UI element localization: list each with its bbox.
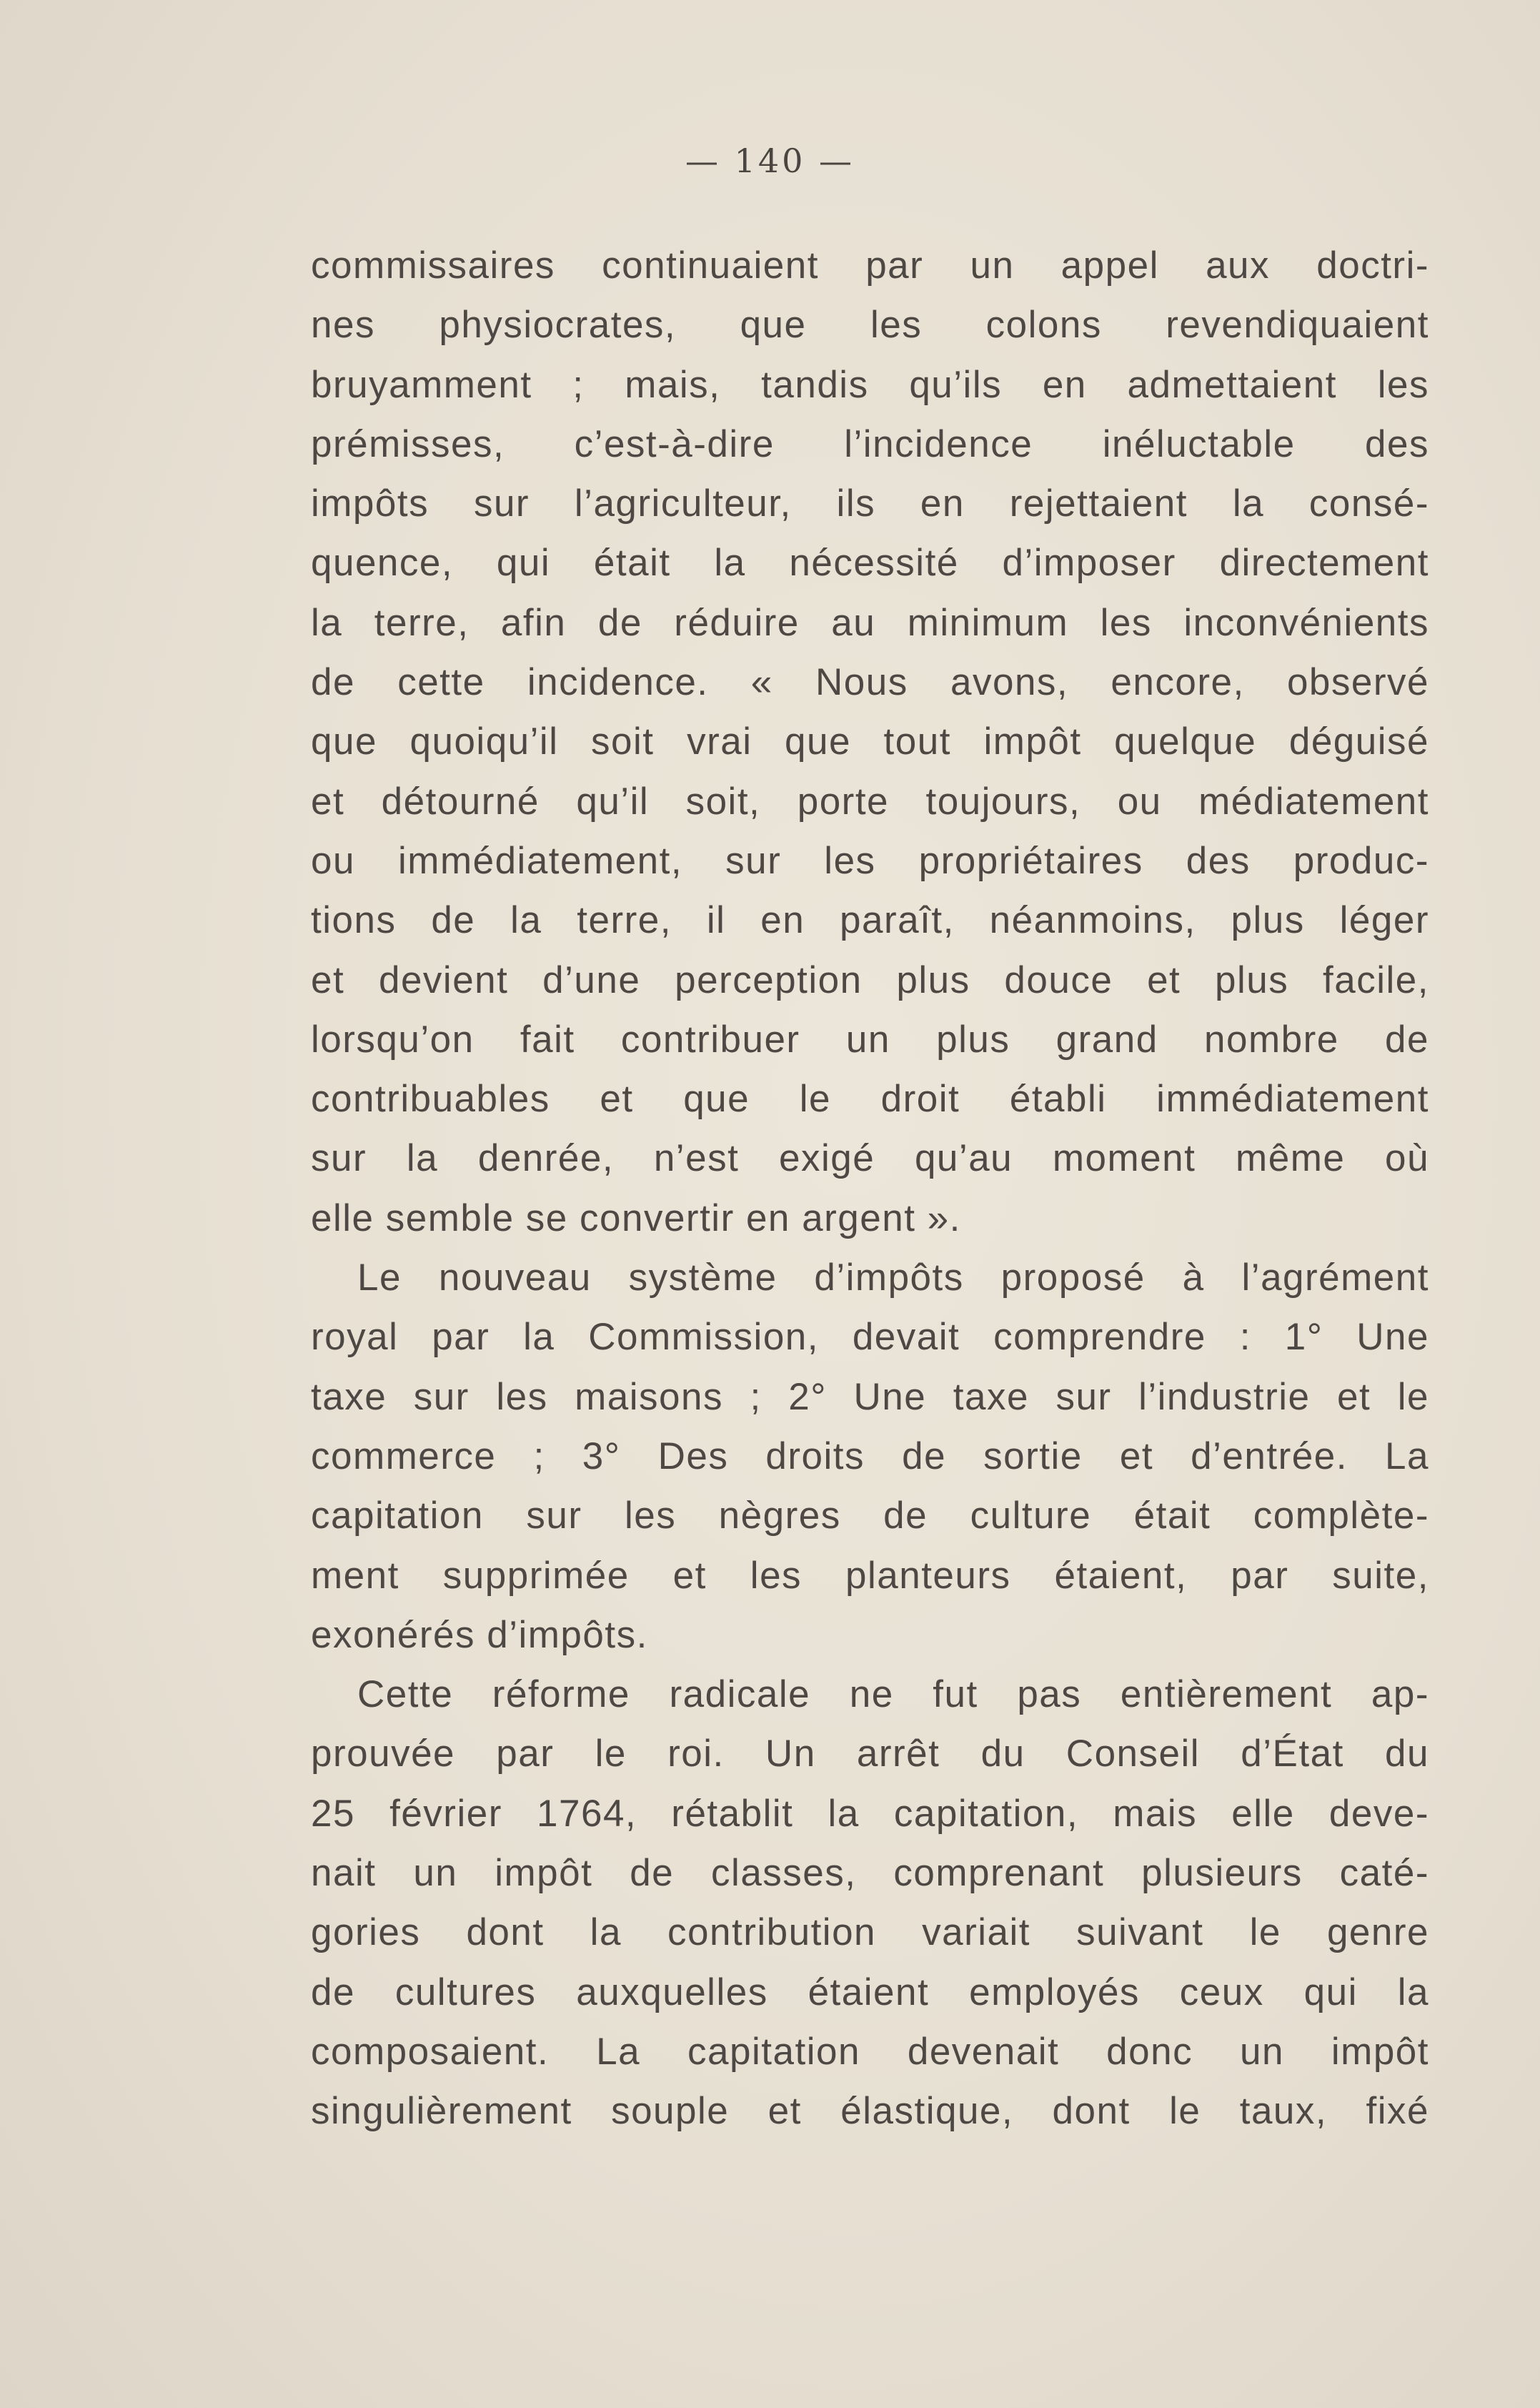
text-line: et détourné qu’il soit, porte toujours, ou médiatement bbox=[311, 780, 1429, 823]
text-line: exonérés d’impôts. bbox=[311, 1613, 648, 1656]
text-line: tions de la terre, il en paraît, néanmoins, plus léger bbox=[311, 899, 1429, 942]
text-line: taxe sur les maisons ; 2° Une taxe sur l’industrie et le bbox=[311, 1375, 1429, 1418]
text-line: la terre, afin de réduire au minimum les inconvénients bbox=[311, 601, 1429, 644]
body-text bbox=[311, 236, 1429, 2141]
text-line: Cette réforme radicale ne fut pas entièrement ap- bbox=[357, 1673, 1429, 1716]
page-number: — 140 — bbox=[685, 142, 855, 180]
text-line: bruyamment ; mais, tandis qu’ils en admettaient les bbox=[311, 363, 1429, 406]
text-line: nes physiocrates, que les colons revendiquaient bbox=[311, 304, 1429, 347]
text-line: commissaires continuaient par un appel aux doctri- bbox=[311, 244, 1429, 287]
text-line: elle semble se convertir en argent ». bbox=[311, 1196, 961, 1239]
text-line: quence, qui était la nécessité d’imposer directement bbox=[311, 542, 1429, 585]
text-line: prouvée par le roi. Un arrêt du Conseil d’État du bbox=[311, 1733, 1429, 1775]
text-line: de cette incidence. « Nous avons, encore, observé bbox=[311, 661, 1429, 704]
text-line: prémisses, c’est-à-dire l’incidence inéluctable des bbox=[311, 422, 1429, 465]
text-line: composaient. La capitation devenait donc un impôt bbox=[311, 2030, 1429, 2073]
text-line: nait un impôt de classes, comprenant plusieurs caté- bbox=[311, 1852, 1429, 1895]
text-line: contribuables et que le droit établi immédiatement bbox=[311, 1078, 1429, 1121]
text-line: ment supprimée et les planteurs étaient, par suite, bbox=[311, 1554, 1429, 1597]
text-line: commerce ; 3° Des droits de sortie et d’entrée. La bbox=[311, 1435, 1429, 1477]
text-line: 25 février 1764, rétablit la capitation, mais elle deve- bbox=[311, 1792, 1429, 1835]
text-line: singulièrement souple et élastique, dont le taux, fixé bbox=[311, 2090, 1429, 2133]
text-line: et devient d’une perception plus douce et plus facile, bbox=[311, 958, 1429, 1001]
paragraph-2 bbox=[311, 1248, 1429, 1665]
text-line: Le nouveau système d’impôts proposé à l’agrément bbox=[357, 1257, 1429, 1299]
text-line: impôts sur l’agriculteur, ils en rejettaient la consé- bbox=[311, 482, 1429, 525]
text-line: gories dont la contribution variait suivant le genre bbox=[311, 1911, 1429, 1954]
text-line: sur la denrée, n’est exigé qu’au moment même où bbox=[311, 1137, 1429, 1180]
text-line: lorsqu’on fait contribuer un plus grand nombre de bbox=[311, 1018, 1429, 1061]
text-line: de cultures auxquelles étaient employés ceux qui la bbox=[311, 1971, 1429, 2013]
paragraph-1 bbox=[311, 236, 1429, 1248]
text-line: que quoiqu’il soit vrai que tout impôt quelque déguisé bbox=[311, 720, 1429, 763]
text-line: ou immédiatement, sur les propriétaires des produc- bbox=[311, 839, 1429, 882]
paragraph-3 bbox=[311, 1665, 1429, 2141]
text-line: royal par la Commission, devait comprendre : 1° Une bbox=[311, 1316, 1429, 1359]
text-line: capitation sur les nègres de culture était complète- bbox=[311, 1495, 1429, 1537]
